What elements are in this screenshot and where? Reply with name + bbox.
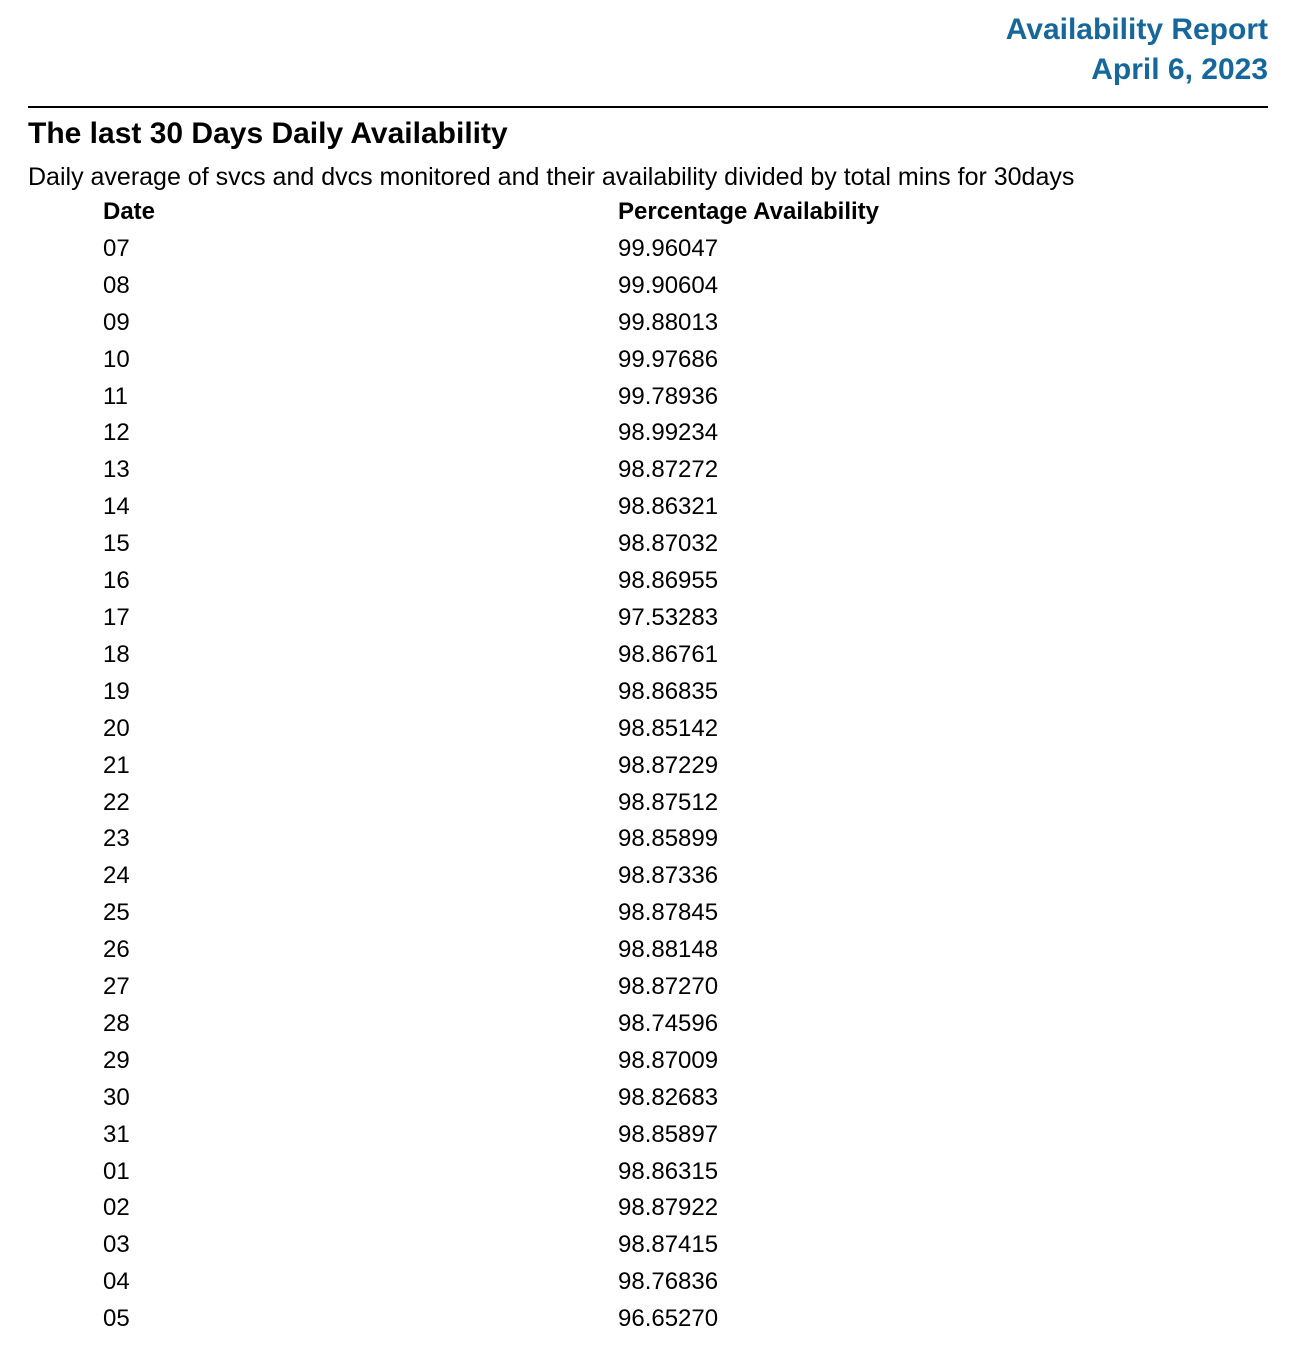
table-row [28, 452, 1268, 489]
date-cell: 25 [103, 899, 130, 927]
table-row [28, 932, 1268, 969]
table-row [28, 969, 1268, 1006]
availability-cell: 98.85899 [618, 825, 719, 853]
availability-cell: 96.65270 [618, 1305, 719, 1333]
date-cell: 08 [103, 271, 130, 299]
date-cell: 09 [103, 308, 130, 336]
availability-cell: 98.86761 [618, 640, 719, 668]
date-cell: 04 [103, 1268, 130, 1296]
availability-cell: 98.87415 [618, 1231, 719, 1259]
date-cell: 26 [103, 936, 130, 964]
table-row [28, 858, 1268, 895]
table-row [28, 1117, 1268, 1154]
table-row [28, 674, 1268, 711]
availability-cell: 98.86315 [618, 1157, 719, 1185]
date-cell: 18 [103, 640, 130, 668]
availability-cell: 98.99234 [618, 419, 719, 447]
date-cell: 20 [103, 714, 130, 742]
section-heading: The last 30 Days Daily Availability [28, 117, 508, 150]
availability-cell: 99.88013 [618, 308, 719, 336]
date-cell: 01 [103, 1157, 130, 1185]
availability-cell: 99.97686 [618, 345, 719, 373]
date-cell: 10 [103, 345, 130, 373]
availability-cell: 98.87336 [618, 862, 719, 890]
date-cell: 28 [103, 1009, 130, 1037]
table-row [28, 1301, 1268, 1338]
date-cell: 29 [103, 1046, 130, 1074]
date-cell: 07 [103, 234, 130, 262]
availability-cell: 98.86835 [618, 677, 719, 705]
table-row [28, 1264, 1268, 1301]
availability-cell: 98.82683 [618, 1083, 719, 1111]
availability-cell: 98.87032 [618, 530, 719, 558]
table-row [28, 489, 1268, 526]
table-row [28, 268, 1268, 305]
date-cell: 17 [103, 603, 130, 631]
date-cell: 21 [103, 751, 130, 779]
table-row [28, 600, 1268, 637]
date-cell: 02 [103, 1194, 130, 1222]
table-body [28, 231, 1268, 1338]
date-cell: 24 [103, 862, 130, 890]
availability-cell: 98.85897 [618, 1120, 719, 1148]
table-row [28, 526, 1268, 563]
table-row [28, 305, 1268, 342]
date-cell: 19 [103, 677, 130, 705]
section-subtitle: Daily average of svcs and dvcs monitored and their availability divided by total mins for 30days [28, 163, 1075, 191]
report-date: April 6, 2023 [1091, 53, 1268, 86]
date-cell: 05 [103, 1305, 130, 1333]
table-row [28, 1006, 1268, 1043]
table-row [28, 231, 1268, 268]
table-row [28, 415, 1268, 452]
availability-table [28, 194, 1268, 1338]
table-row [28, 1154, 1268, 1191]
table-row [28, 748, 1268, 785]
date-cell: 11 [103, 382, 128, 410]
table-row [28, 563, 1268, 600]
availability-cell: 98.87229 [618, 751, 719, 779]
availability-cell: 99.78936 [618, 382, 719, 410]
availability-cell: 98.74596 [618, 1009, 719, 1037]
date-cell: 14 [103, 493, 130, 521]
availability-cell: 98.87922 [618, 1194, 719, 1222]
date-column-header: Date [103, 198, 156, 225]
date-cell: 23 [103, 825, 130, 853]
table-row [28, 1227, 1268, 1264]
date-cell: 03 [103, 1231, 130, 1259]
availability-cell: 99.96047 [618, 234, 719, 262]
table-row [28, 1043, 1268, 1080]
availability-cell: 98.88148 [618, 936, 719, 964]
date-cell: 16 [103, 567, 130, 595]
table-row [28, 637, 1268, 674]
date-cell: 30 [103, 1083, 130, 1111]
date-cell: 13 [103, 456, 130, 484]
table-row [28, 1190, 1268, 1227]
availability-cell: 98.76836 [618, 1268, 719, 1296]
availability-cell: 98.87512 [618, 788, 719, 816]
availability-cell: 98.87270 [618, 973, 719, 1001]
date-cell: 12 [103, 419, 130, 447]
availability-cell: 98.87009 [618, 1046, 719, 1074]
table-row [28, 342, 1268, 379]
table-row [28, 895, 1268, 932]
date-cell: 27 [103, 973, 130, 1001]
table-header-row [28, 194, 1268, 231]
table-row [28, 1080, 1268, 1117]
availability-cell: 98.85142 [618, 714, 719, 742]
date-cell: 31 [103, 1120, 130, 1148]
report-title: Availability Report [1005, 13, 1268, 46]
availability-cell: 98.87272 [618, 456, 719, 484]
date-cell: 15 [103, 530, 130, 558]
availability-cell: 98.86321 [618, 493, 719, 521]
report-header [28, 10, 1268, 90]
availability-cell: 98.87845 [618, 899, 719, 927]
table-row [28, 821, 1268, 858]
table-row [28, 785, 1268, 822]
availability-column-header: Percentage Availability [618, 198, 879, 225]
date-cell: 22 [103, 788, 130, 816]
availability-cell: 99.90604 [618, 271, 719, 299]
availability-cell: 97.53283 [618, 603, 719, 631]
header-divider [28, 106, 1268, 108]
table-row [28, 379, 1268, 416]
table-row [28, 711, 1268, 748]
availability-cell: 98.86955 [618, 567, 719, 595]
